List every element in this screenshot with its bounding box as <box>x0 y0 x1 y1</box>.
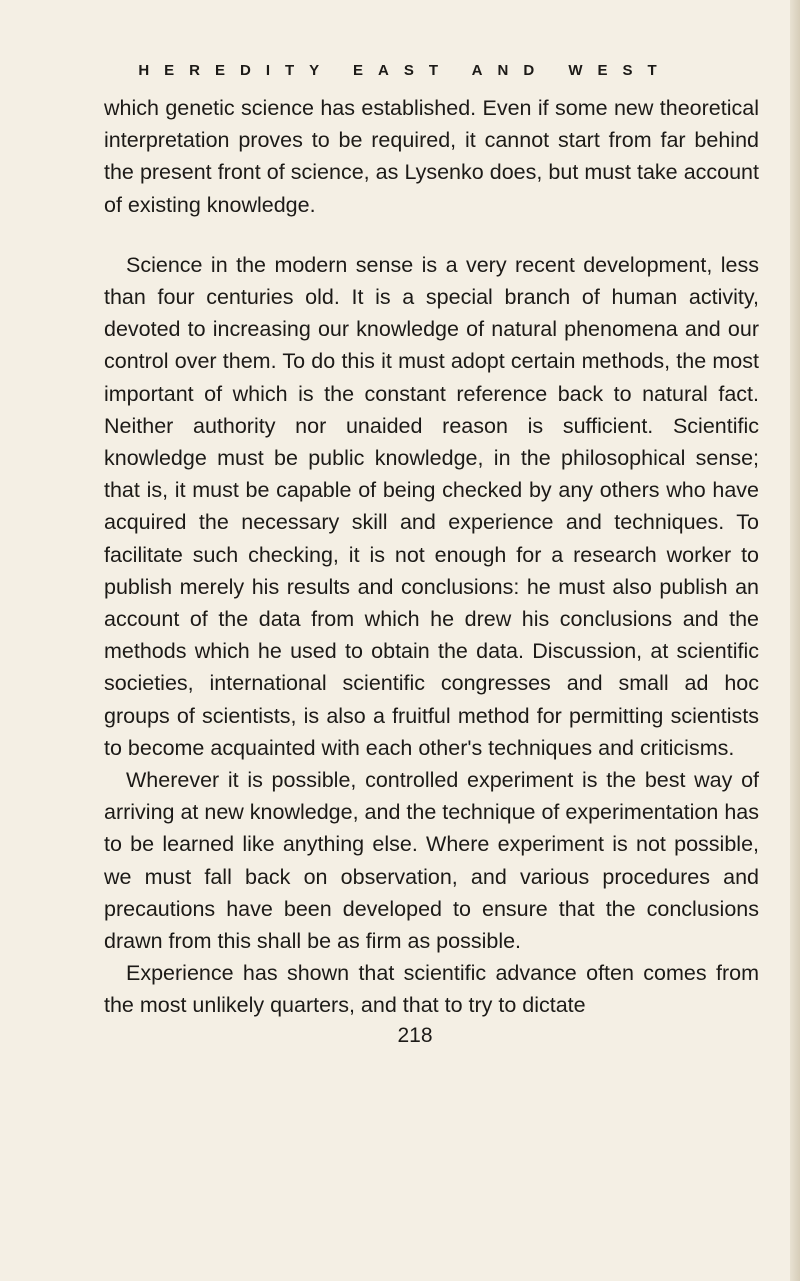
body-text <box>104 92 759 1022</box>
paragraph-controlled-experiment: Wherever it is possible, controlled experiment is the best way of arriving at new knowledge, and the technique of experimentation has to be learned like anything else. Where experiment is not possible, we must fall back on observation, and various procedures and precautions have been developed to ensure that the conclusions drawn from this shall be as firm as possible. <box>104 768 759 954</box>
page-number: 218 <box>397 1024 433 1047</box>
paragraph-science-modern-sense: Science in the modern sense is a very recent development, less than four centuries old. It is a special branch of human activity, devoted to increasing our knowledge of natural phenomena and our control over them. To do this it must adopt certain methods, the most important of which is the constant reference back to natural fact. Neither authority nor unaided reason is sufficient. Scientific knowledge must be public knowledge, in the philosophical sense; that is, it must be capable of being checked by any others who have acquired the necessary skill and experience and techniques. To facilitate such checking, it is not enough for a research worker to publish merely his results and conclusions: he must also publish an account of the data from which he drew his conclusions and the methods which he used to obtain the data. Discussion, at scientific societies, international scientific congresses and small ad hoc groups of scientists, is also a fruitful method for permitting scientists to become acquainted with each other's techniques and criticisms. <box>104 252 759 760</box>
paragraph-experience: Experience has shown that scientific advance often comes from the most unlikely quarters, and that to try to dictate <box>104 961 759 1018</box>
running-head: HEREDITY EAST AND WEST <box>138 62 672 79</box>
page-edge <box>790 0 800 1281</box>
paragraph-continued: which genetic science has established. Even if some new theoretical interpretation proves to be required, it cannot start from far behind the present front of science, as Lysenko does, but must take account of existing knowledge. <box>104 96 759 217</box>
